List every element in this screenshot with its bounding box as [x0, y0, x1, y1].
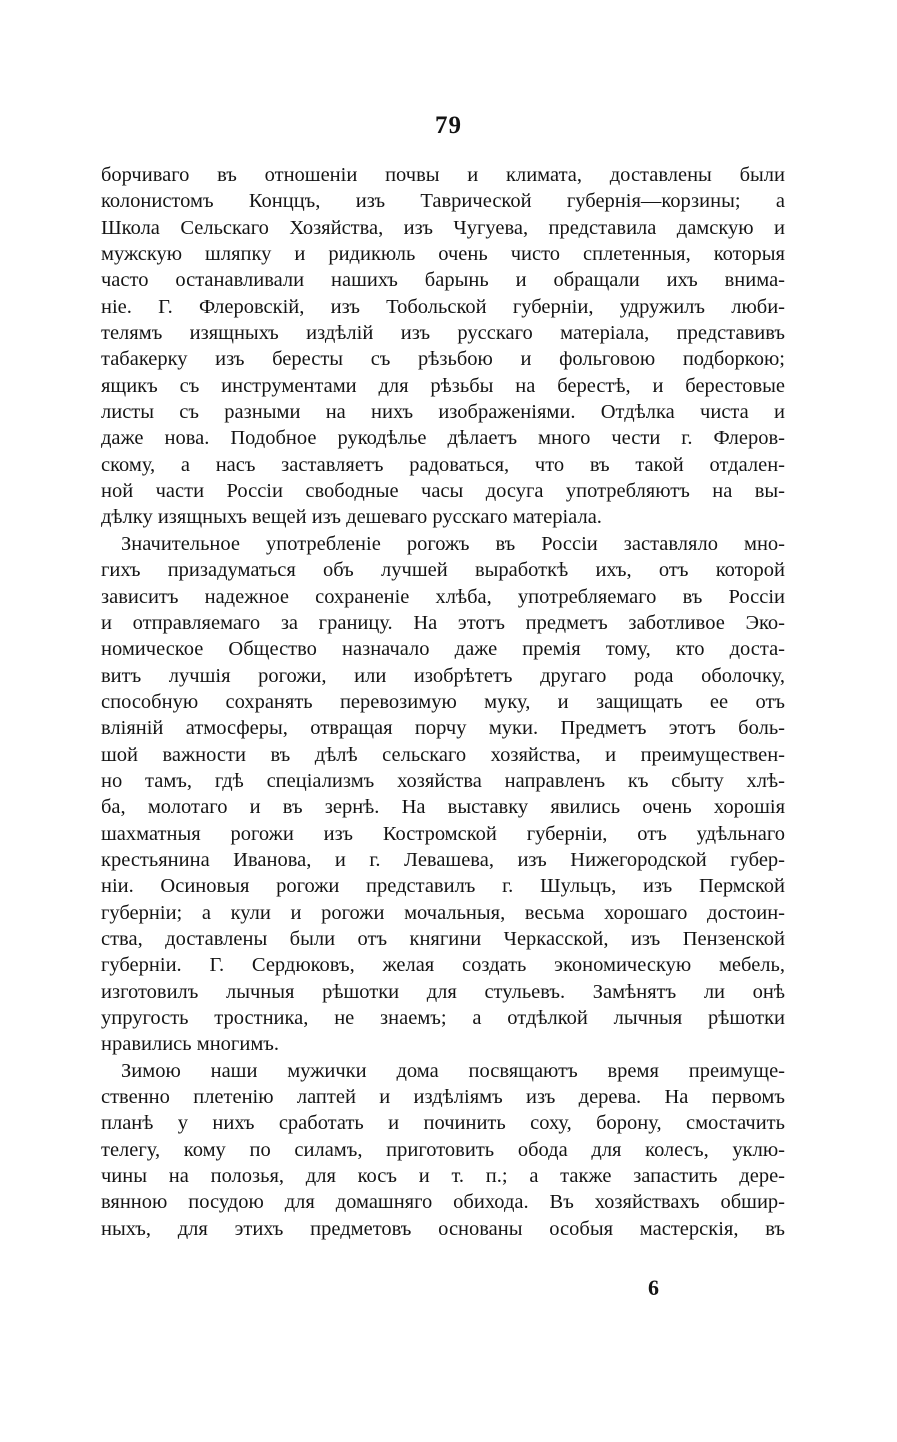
text-line [101, 267, 785, 293]
text-line [101, 794, 785, 820]
text-line-content: колонистомъ Конццъ, изъ Таврической губернія—корзины; а [101, 190, 785, 213]
text-line [101, 636, 785, 662]
text-line-content: планѣ у нихъ сработать и починить соху, борону, смостачить [101, 1112, 785, 1135]
text-line [101, 1005, 785, 1031]
text-line-content: но тамъ, гдѣ спеціализмъ хозяйства направленъ къ сбыту хлѣ- [101, 769, 785, 792]
text-line [101, 1031, 785, 1057]
text-line [101, 320, 785, 346]
text-line-content: губерніи; а кули и рогожи мочальныя, весьма хорошаго достоин- [101, 901, 785, 924]
text-line-content: ныхъ, для этихъ предметовъ основаны особыя мастерскія, въ [101, 1217, 785, 1240]
text-line-content: ніи. Осиновыя рогожи представилъ г. Шульцъ, изъ Пермской [101, 875, 785, 898]
text-line [101, 1084, 785, 1110]
text-line [101, 188, 785, 214]
text-line [101, 373, 785, 399]
text-line-content: крестьянина Иванова, и г. Левашева, изъ Нижегородской губер- [101, 848, 785, 871]
text-line-content: шой важности въ дѣлѣ сельскаго хозяйства, и преимуществен- [101, 743, 785, 766]
text-line [101, 715, 785, 741]
text-line-content: витъ лучшія рогожи, или изобрѣтетъ другаго рода оболочку, [101, 664, 785, 687]
text-line [101, 1137, 785, 1163]
text-line-content: нравились многимъ. [101, 1033, 280, 1056]
text-line-content: ной части Россіи свободные часы досуга употребляютъ на вы- [101, 480, 785, 503]
text-line-content: Зимою наши мужички дома посвящаютъ время преимуще- [121, 1059, 785, 1082]
text-line [101, 504, 785, 530]
text-line [101, 952, 785, 978]
text-line [101, 531, 785, 557]
text-line [101, 900, 785, 926]
text-line-content: зависитъ надежное сохраненіе хлѣба, употребляемаго въ Россіи [101, 585, 785, 608]
text-line-content: изготовилъ лычныя рѣшотки для стульевъ. Замѣнятъ ли онѣ [101, 980, 785, 1003]
text-line-content: и отправляемаго за границу. На этотъ предметъ заботливое Эко- [101, 611, 785, 634]
text-line-content: ственно плетенію лаптей и издѣліямъ изъ дерева. На первомъ [101, 1086, 785, 1109]
text-line-content: номическое Общество назначало даже премія тому, кто доста- [101, 638, 785, 661]
text-line [101, 926, 785, 952]
text-line [101, 689, 785, 715]
text-line-content: часто останавливали нашихъ барынь и обращали ихъ внима- [101, 269, 785, 292]
text-line-content: ящикъ съ инструментами для рѣзьбы на берестѣ, и берестовые [101, 374, 785, 397]
text-line-content: губерніи. Г. Сердюковъ, желая создать экономическую мебель, [101, 954, 785, 977]
text-line-content: листы съ разными на нихъ изображеніями. Отдѣлка чиста и [101, 401, 785, 424]
body-text [101, 162, 785, 1242]
text-line [101, 873, 785, 899]
text-line [101, 584, 785, 610]
signature-mark: 6 [648, 1275, 659, 1300]
text-line-content: шахматныя рогожи изъ Костромской губерніи, отъ удѣльнаго [101, 822, 785, 845]
text-line-content: чины на полозья, для косъ и т. п.; а также запастить дере- [101, 1165, 785, 1188]
text-line [101, 610, 785, 636]
text-line-content: Значительное употребленіе рогожъ въ Россіи заставляло мно- [121, 532, 785, 555]
text-line [101, 1216, 785, 1242]
text-line [101, 346, 785, 372]
text-line-content: гихъ призадуматься объ лучшей выработкѣ ихъ, отъ которой [101, 559, 785, 582]
text-line-content: телегу, кому по силамъ, приготовить обода для колесъ, уклю- [101, 1138, 785, 1161]
text-line-content: вянною посудою для домашняго обихода. Въ хозяйствахъ обшир- [101, 1191, 785, 1214]
text-line [101, 399, 785, 425]
text-line-content: табакерку изъ бересты съ рѣзьбою и фольговою подборкою; [101, 348, 785, 371]
text-line [101, 847, 785, 873]
text-line [101, 1163, 785, 1189]
text-line [101, 821, 785, 847]
text-line [101, 425, 785, 451]
text-line [101, 1110, 785, 1136]
text-line-content: дѣлку изящныхъ вещей изъ дешеваго русскаго матеріала. [101, 506, 602, 529]
text-line [101, 768, 785, 794]
text-line-content: Школа Сельскаго Хозяйства, изъ Чугуева, представила дамскую и [101, 216, 785, 239]
text-line-content: упругость тростника, не знаемъ; а отдѣлкой лычныя рѣшотки [101, 1007, 785, 1029]
text-line [101, 294, 785, 320]
text-line [101, 478, 785, 504]
text-line [101, 241, 785, 267]
page-number: 79 [435, 112, 462, 139]
text-line-content: ба, молотаго и въ зернѣ. На выставку явились очень хорошія [101, 796, 785, 819]
text-line-content: скому, а насъ заставляетъ радоваться, что въ такой отдален- [101, 453, 785, 476]
text-line-content: телямъ изящныхъ издѣлій изъ русскаго матеріала, представивъ [101, 322, 785, 345]
text-line-content: способную сохранять перевозимую муку, и защищать ее отъ [101, 690, 785, 713]
text-line [101, 452, 785, 478]
text-line [101, 979, 785, 1005]
text-line-content: вліяній атмосферы, отвращая порчу муки. Предметъ этотъ боль- [101, 717, 785, 740]
text-line [101, 162, 785, 188]
text-line [101, 742, 785, 768]
text-line-content: борчиваго въ отношеніи почвы и климата, доставлены были [101, 164, 785, 186]
text-line [101, 663, 785, 689]
text-line [101, 215, 785, 241]
text-line-content: даже нова. Подобное рукодѣлье дѣлаетъ много чести г. Флеров- [101, 427, 785, 450]
text-line [101, 1058, 785, 1084]
text-line-content: мужскую шляпку и ридикюль очень чисто сплетенныя, которыя [101, 243, 785, 266]
text-line [101, 1189, 785, 1215]
text-line-content: ства, доставлены были отъ княгини Черкасской, изъ Пензенской [101, 927, 785, 950]
text-line-content: ніе. Г. Флеровскій, изъ Тобольской губерніи, удружилъ люби- [101, 295, 785, 318]
text-line [101, 557, 785, 583]
